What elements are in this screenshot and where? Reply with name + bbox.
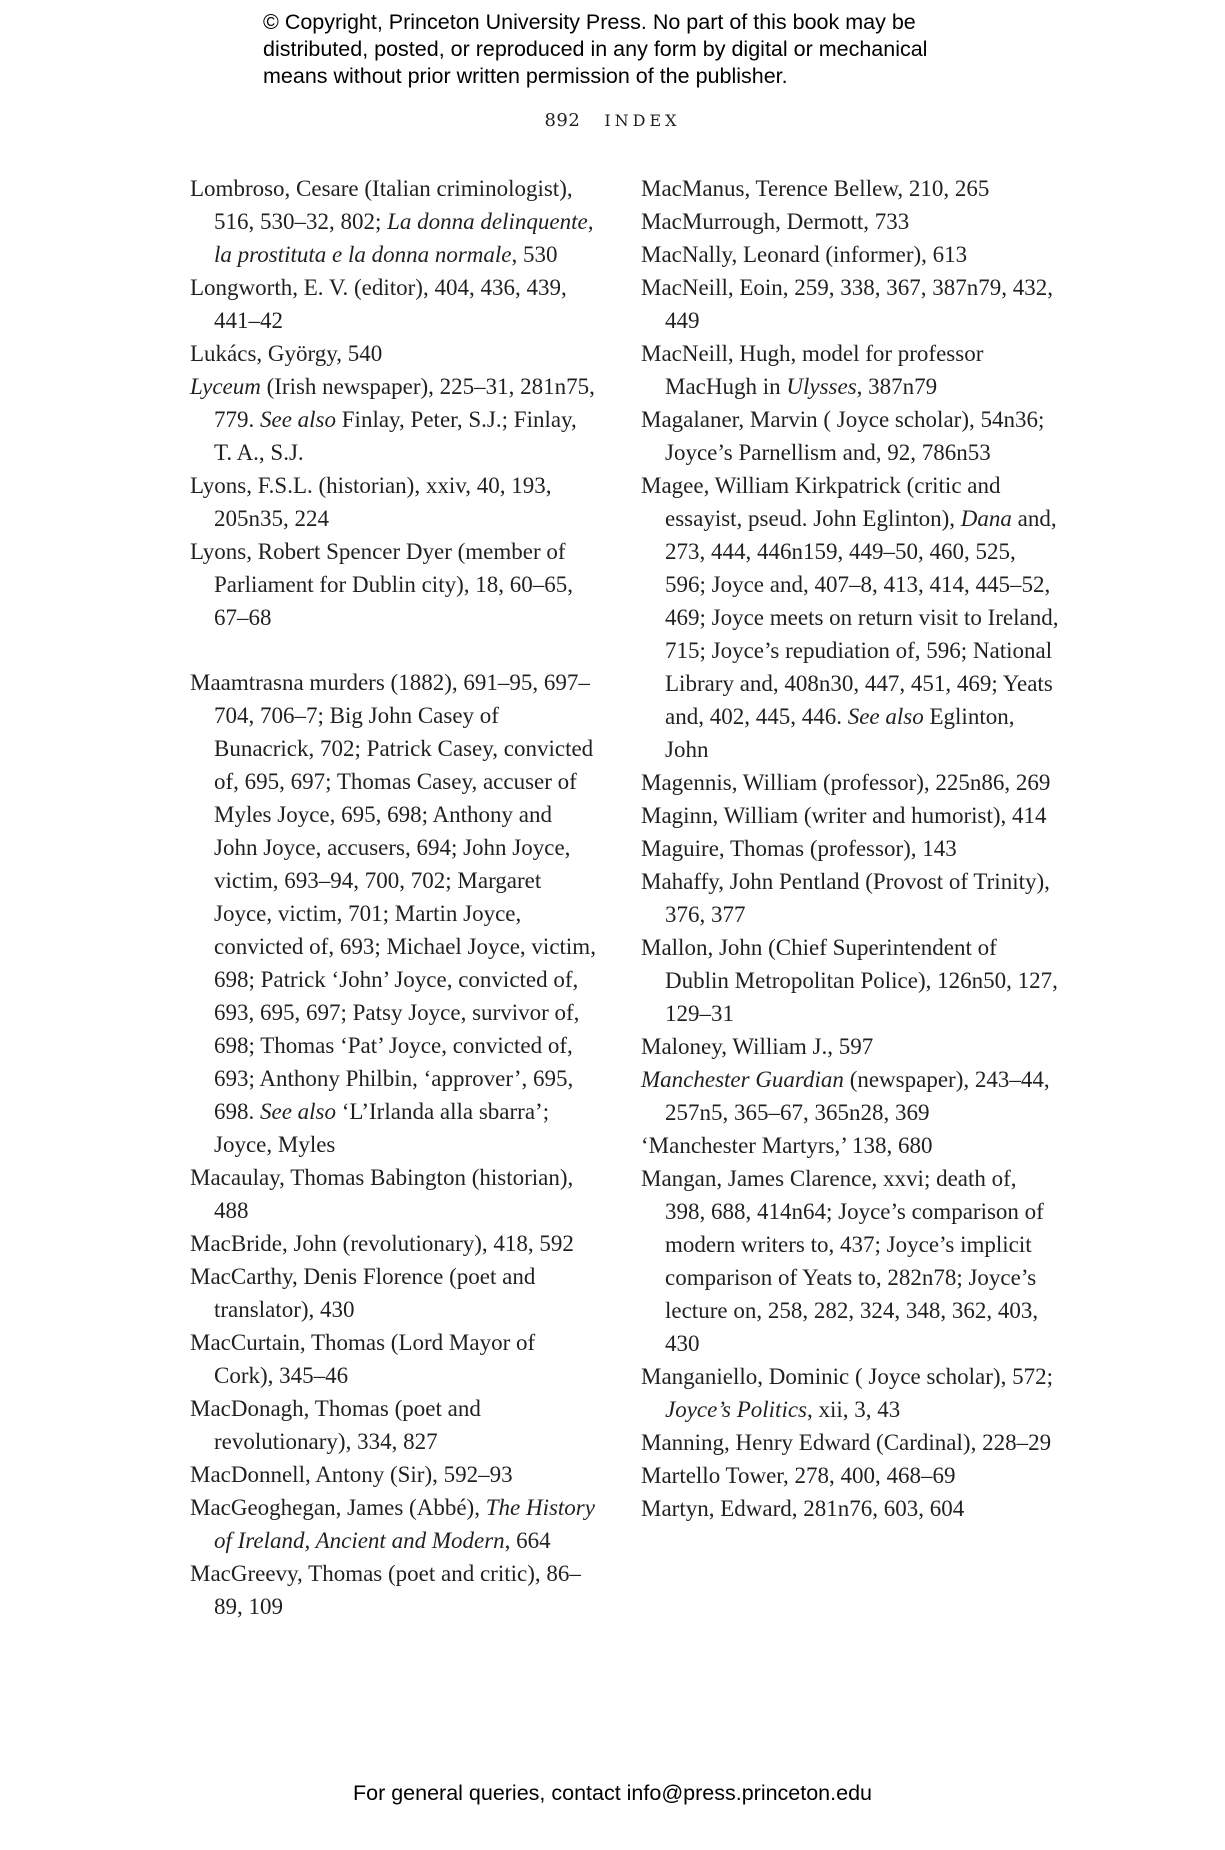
copyright-notice bbox=[263, 9, 1023, 90]
index-entry: MacNally, Leonard (informer), 613 bbox=[641, 242, 968, 267]
index-entry: Maguire, Thomas (professor), 143 bbox=[641, 836, 957, 861]
footer-contact: For general queries, contact info@press.princeton.edu bbox=[352, 1781, 872, 1805]
index-entry: ‘Manchester Martyrs,’ 138, 680 bbox=[641, 1133, 933, 1158]
copyright-line: distributed, posted, or reproduced in any form by digital or mechanical bbox=[263, 37, 928, 61]
letter-group-gap bbox=[190, 634, 600, 666]
page-number: 892 bbox=[544, 110, 581, 131]
index-entry: Magalaner, Marvin ( Joyce scholar), 54n36; Joyce’s Parnellism and, 92, 786n53 bbox=[641, 407, 1045, 465]
index-column-left bbox=[190, 172, 600, 1623]
index-entry: MacNeill, Hugh, model for professor MacHugh in Ulysses, 387n79 bbox=[641, 341, 984, 399]
index-entry: Lyceum (Irish newspaper), 225–31, 281n75, 779. See also Finlay, Peter, S.J.; Finlay, T. A., S.J. bbox=[190, 374, 595, 465]
index-entry: Lukács, György, 540 bbox=[190, 341, 383, 366]
index-entry: Manning, Henry Edward (Cardinal), 228–29 bbox=[641, 1430, 1052, 1455]
index-entry: Maamtrasna murders (1882), 691–95, 697–704, 706–7; Big John Casey of Bunacrick, 702; Patrick Casey, convicted of, 695, 697; Thomas Casey, accuser of Myles Joyce, 695, 698; Anthony and John Joyce, accusers, 694; John Joyce, victim, 693–94, 700, 702; Margaret Joyce, victim, 701; Martin Joyce, convicted of, 693; Michael Joyce, victim, 698; Patrick ‘John’ Joyce, convicted of, 693, 695, 697; Patsy Joyce, survivor of, 698; Thomas ‘Pat’ Joyce, convicted of, 693; Anthony Philbin, ‘approver’, 695, 698. See also ‘L’Irlanda alla sbarra’; Joyce, Myles bbox=[190, 670, 596, 1157]
index-entry: MacMurrough, Dermott, 733 bbox=[641, 209, 910, 234]
index-entry: Magennis, William (professor), 225n86, 269 bbox=[641, 770, 1051, 795]
index-entry: Longworth, E. V. (editor), 404, 436, 439, 441–42 bbox=[190, 275, 567, 333]
section-title: INDEX bbox=[604, 111, 681, 130]
copyright-line: means without prior written permission of the publisher. bbox=[263, 64, 788, 88]
index-entry: MacCarthy, Denis Florence (poet and translator), 430 bbox=[190, 1264, 536, 1322]
index-entry: Martyn, Edward, 281n76, 603, 604 bbox=[641, 1496, 965, 1521]
index-entry: Mangan, James Clarence, xxvi; death of, 398, 688, 414n64; Joyce’s comparison of modern writers to, 437; Joyce’s implicit comparison of Yeats to, 282n78; Joyce’s lecture on, 258, 282, 324, 348, 362, 403, 430 bbox=[641, 1166, 1044, 1356]
index-entry: MacDonnell, Antony (Sir), 592–93 bbox=[190, 1462, 513, 1487]
index-entry: Lyons, F.S.L. (historian), xxiv, 40, 193, 205n35, 224 bbox=[190, 473, 552, 531]
index-entry: Maginn, William (writer and humorist), 414 bbox=[641, 803, 1047, 828]
index-entry: Lombroso, Cesare (Italian criminologist), 516, 530–32, 802; La donna delinquente, la prostituta e la donna normale, 530 bbox=[190, 176, 594, 267]
index-entry: Martello Tower, 278, 400, 468–69 bbox=[641, 1463, 956, 1488]
index-entry: Macaulay, Thomas Babington (historian), 488 bbox=[190, 1165, 574, 1223]
index-entry: MacGreevy, Thomas (poet and critic), 86–89, 109 bbox=[190, 1561, 581, 1619]
index-entry: MacManus, Terence Bellew, 210, 265 bbox=[641, 176, 990, 201]
index-entry: MacNeill, Eoin, 259, 338, 367, 387n79, 432, 449 bbox=[641, 275, 1054, 333]
index-entry: MacGeoghegan, James (Abbé), The History of Ireland, Ancient and Modern, 664 bbox=[190, 1495, 595, 1553]
index-entry: MacCurtain, Thomas (Lord Mayor of Cork), 345–46 bbox=[190, 1330, 536, 1388]
index-entry: Maloney, William J., 597 bbox=[641, 1034, 874, 1059]
index-column-right bbox=[641, 172, 1061, 1525]
copyright-line: © Copyright, Princeton University Press. No part of this book may be bbox=[263, 10, 916, 34]
index-entry: Mallon, John (Chief Superintendent of Dublin Metropolitan Police), 126n50, 127, 129–31 bbox=[641, 935, 1058, 1026]
index-entry: Magee, William Kirkpatrick (critic and essayist, pseud. John Eglinton), Dana and, 273, 444, 446n159, 449–50, 460, 525, 596; Joyce and, 407–8, 413, 414, 445–52, 469; Joyce meets on return visit to Ireland, 715; Joyce’s repudiation of, 596; National Library and, 408n30, 447, 451, 469; Yeats and, 402, 445, 446. See also Eglinton, John bbox=[641, 473, 1059, 762]
index-entry: MacBride, John (revolutionary), 418, 592 bbox=[190, 1231, 574, 1256]
index-entry: Manganiello, Dominic ( Joyce scholar), 572; Joyce’s Politics, xii, 3, 43 bbox=[641, 1364, 1053, 1422]
index-entry: Mahaffy, John Pentland (Provost of Trinity), 376, 377 bbox=[641, 869, 1050, 927]
index-entry: MacDonagh, Thomas (poet and revolutionary), 334, 827 bbox=[190, 1396, 481, 1454]
index-entry: Manchester Guardian (newspaper), 243–44, 257n5, 365–67, 365n28, 369 bbox=[641, 1067, 1050, 1125]
index-entry: Lyons, Robert Spencer Dyer (member of Parliament for Dublin city), 18, 60–65, 67–68 bbox=[190, 539, 573, 630]
running-header bbox=[0, 110, 1225, 131]
